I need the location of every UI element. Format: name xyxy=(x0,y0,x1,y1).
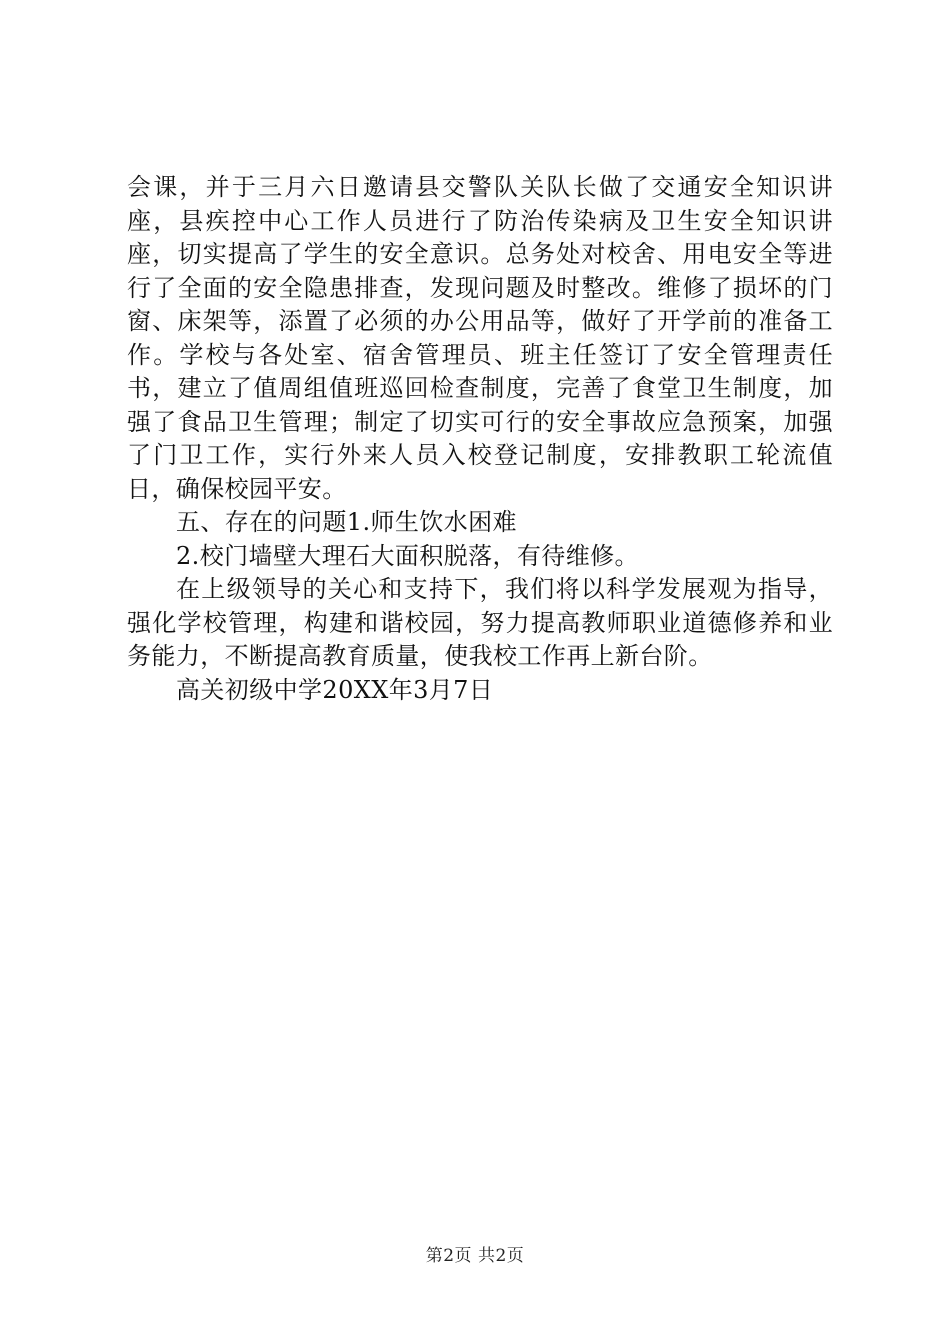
paragraph-conclusion: 在上级领导的关心和支持下，我们将以科学发展观为指导，强化学校管理，构建和谐校园，努力提高教师职业道德修养和业务能力，不断提高教育质量，使我校工作再上新台阶。 xyxy=(127,575,833,670)
page-number-footer: 第2页 共2页 xyxy=(425,1246,525,1266)
paragraph-existing-problems: 五、存在的问题1.师生饮水困难 xyxy=(176,508,517,536)
document-body xyxy=(127,171,833,707)
paragraph-signature-date: 高关初级中学20XX年3月7日 xyxy=(176,675,494,704)
paragraph-safety-measures: 会课，并于三月六日邀请县交警队关队长做了交通安全知识讲座，县疾控中心工作人员进行了防治传染病及卫生安全知识讲座，切实提高了学生的安全意识。总务处对校舍、用电安全等进行了全面的安全隐患排查，发现问题及时整改。维修了损坏的门窗、床架等，添置了必须的办公用品等，做好了开学前的准备工作。学校与各处室、宿舍管理员、班主任签订了安全管理责任书，建立了值周组值班巡回检查制度，完善了食堂卫生制度，加强了食品卫生管理；制定了切实可行的安全事故应急预案，加强了门卫工作，实行外来人员入校登记制度，安排教职工轮流值日，确保校园平安。 xyxy=(127,173,833,503)
paragraph-problem-two: 2.校门墙壁大理石大面积脱落，有待维修。 xyxy=(176,541,639,570)
